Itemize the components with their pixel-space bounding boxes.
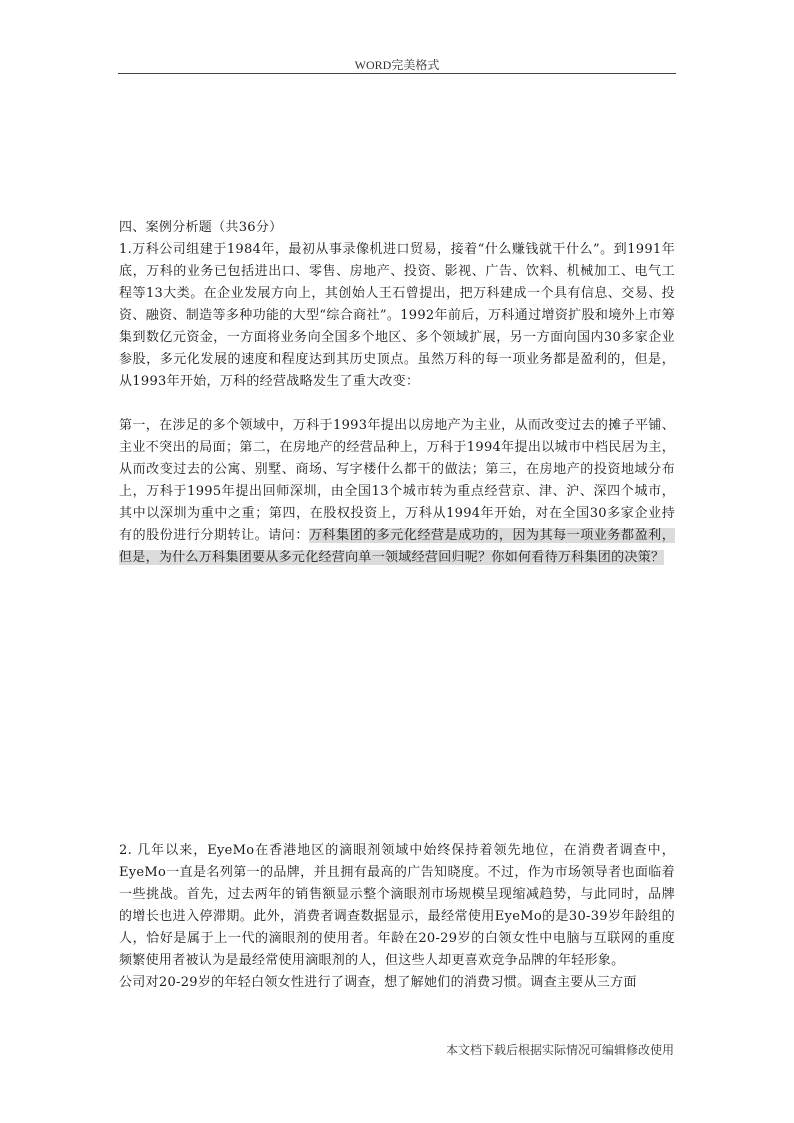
page-header-title: WORD完美格式 [354,58,440,72]
case2-paragraph-1: 2. 几年以来，EyeMo在香港地区的滴眼剂领域中始终保持着领先地位，在消费者调查中，EyeMo一直是名列第一的品牌，并且拥有最高的广告知晓度。不过，作为市场领导者也面临着一些挑战。首先，过去两年的销售额显示整个滴眼剂市场规模呈现缩减趋势，与此同时，品牌的增长也进入停滞期。此外，消费者调查数据显示，最经常使用EyeMo的是30-39岁年龄组的人，恰好是属于上一代的滴眼剂的使用者。年龄在20-29岁的白领女性中电脑与互联网的重度频繁使用者被认为是最经常使用滴眼剂的人，但这些人却更喜欢竞争品牌的年轻形象。 [119,843,675,968]
case-section-1 [119,217,675,569]
case-section-2 [119,840,675,994]
section-heading: 四、案例分析题（共36分） [119,220,283,235]
header-divider [118,73,676,74]
paragraph-gap [119,393,675,415]
case1-paragraph-2 [119,415,675,569]
case1-question-highlight: 万科集团的多元化经营是成功的，因为其每一项业务都盈利，但是，为什么万科集团要从多元化经营向单一领域经营回归呢？你如何看待万科集团的决策？ [119,528,676,565]
case2-paragraph-2: 公司对20-29岁的年轻白领女性进行了调查，想了解她们的消费习惯。调查主要从三方面 [119,975,637,990]
page-footer-note: 本文档下载后根据实际情况可编辑修改使用 [445,1043,674,1057]
case1-paragraph-2-text: 第一，在涉足的多个领域中，万科于1993年提出以房地产为主业，从而改变过去的摊子平铺、主业不突出的局面；第二，在房地产的经营品种上，万科于1994年提出以城市中档民居为主，从而改变过去的公寓、别墅、商场、写字楼什么都干的做法；第三，在房地产的投资地域分布上，万科于1995年提出回师深圳，由全国13个城市转为重点经营京、津、沪、深四个城市，其中以深圳为重中之重；第四，在股权投资上，万科从1994年开始，对在全国30多家企业持有的股份进行分期转让。请问： [119,418,675,543]
case1-paragraph-1: 1.万科公司组建于1984年，最初从事录像机进口贸易，接着“什么赚钱就干什么”。到1991年底，万科的业务已包括进出口、零售、房地产、投资、影视、广告、饮料、机械加工、电气工程等13大类。在企业发展方向上，其创始人王石曾提出，把万科建成一个具有信息、交易、投资、融资、制造等多种功能的大型“综合商社”。1992年前后，万科通过增资扩股和境外上市筹集到数亿元资金，一方面将业务向全国多个地区、多个领域扩展，另一方面向国内30多家企业参股，多元化发展的速度和程度达到其历史顶点。虽然万科的每一项业务都是盈利的，但是，从1993年开始，万科的经营战略发生了重大改变： [119,242,675,389]
